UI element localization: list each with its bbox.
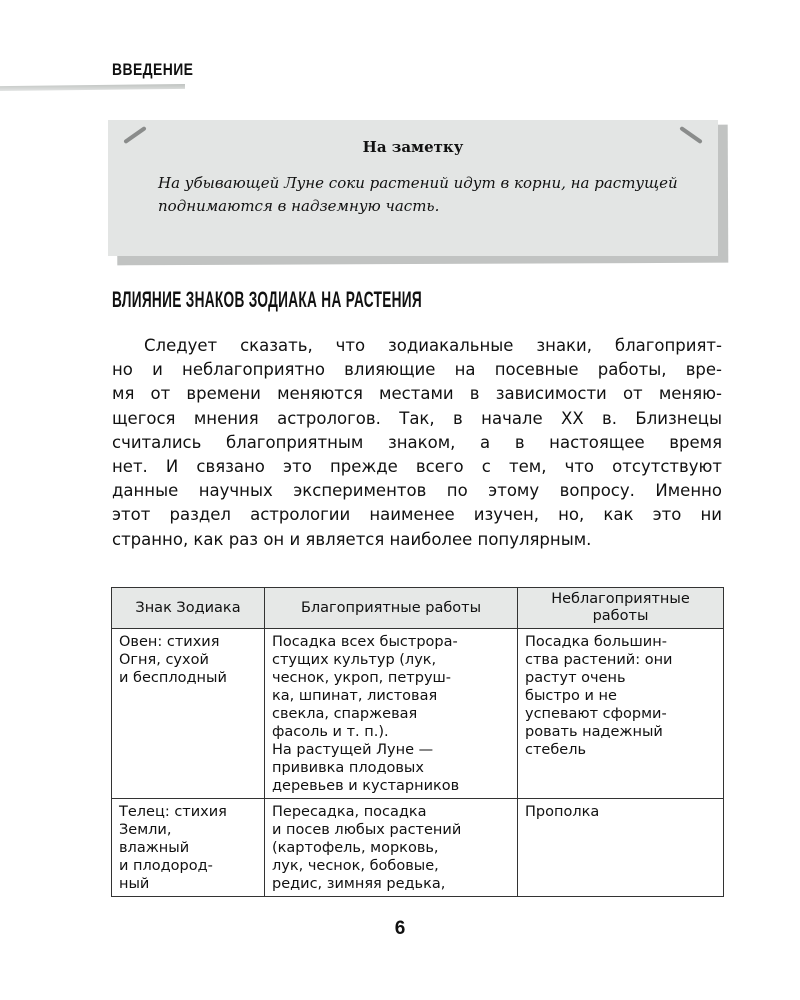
cell-line: Овен: стихия [119, 634, 220, 650]
cell-line: и плодород- [119, 858, 213, 874]
paragraph-line: данные научных экспериментов по этому вопросу. Именно [112, 481, 722, 501]
cell-sign [112, 799, 265, 897]
cell-line: прививка плодовых [272, 760, 424, 776]
column-header-favorable: Благоприятные работы [265, 588, 518, 629]
cell-line: и посев любых растений [272, 822, 462, 838]
cell-line: Земли, [119, 822, 172, 838]
paragraph-line: считались благоприятным знаком, а в настоящее время [112, 432, 722, 452]
cell-line: стущих культур (лук, [272, 652, 437, 668]
running-head: ВВЕДЕНИЕ [112, 60, 194, 79]
paragraph-line: Следует сказать, что зодиакальные знаки, благоприят- [144, 336, 722, 355]
cell-line: стебель [525, 742, 587, 758]
cell-line: влажный [119, 840, 190, 856]
cell-line: свекла, спаржевая [272, 706, 418, 722]
cell-line: ровать надежный [525, 724, 663, 740]
cell-line: Посадка большин- [525, 634, 667, 650]
cell-line: ка, шпинат, листовая [272, 688, 438, 704]
cell-line: лук, чеснок, бобовые, [272, 858, 439, 874]
cell-line: Огня, сухой [119, 652, 209, 668]
cell-line: деревьев и кустарников [272, 778, 460, 794]
body-paragraph [112, 334, 722, 552]
cell-unfavorable [518, 629, 724, 799]
cell-line: и бесплодный [119, 670, 227, 686]
paragraph-line: щегося мнения астрологов. Так, в начале XX в. Близнецы [112, 408, 722, 428]
paragraph-line: этот раздел астрологии наименее изучен, но, как это ни [112, 505, 722, 525]
cell-unfavorable [518, 799, 724, 897]
note-body: На убывающей Луне соки растений идут в корни, на растущей поднимаются в надземную часть. [158, 174, 678, 215]
cell-line: редис, зимняя редька, [272, 876, 446, 892]
cell-line: На растущей Луне — [272, 742, 434, 758]
cell-line: успевают сформи- [525, 706, 667, 722]
note-title: На заметку [362, 138, 464, 156]
cell-line: ный [119, 876, 150, 892]
cell-line: быстро и не [525, 688, 617, 704]
page-number: 6 [394, 918, 406, 939]
cell-line: чеснок, укроп, петруш- [272, 670, 452, 686]
cell-sign [112, 629, 265, 799]
cell-line: растут очень [525, 670, 626, 686]
zodiac-table [111, 587, 724, 897]
cell-line: Прополка [525, 804, 600, 820]
cell-line: ства растений: они [525, 652, 673, 668]
cell-line: Посадка всех быстрора- [272, 634, 458, 650]
cell-line: (картофель, морковь, [272, 840, 439, 856]
paragraph-line: нет. И связано это прежде всего с тем, что отсутствуют [112, 456, 722, 476]
table-header-row [112, 588, 724, 629]
paragraph-line: но и неблагоприятно влияющие на посевные работы, вре- [112, 360, 722, 380]
cell-favorable [265, 629, 518, 799]
section-title: ВЛИЯНИЕ ЗНАКОВ ЗОДИАКА НА РАСТЕНИЯ [112, 287, 423, 312]
running-head-rule [0, 84, 185, 91]
cell-line: фасоль и т. п.). [272, 724, 389, 740]
table-row [112, 629, 724, 799]
paragraph-line: странно, как раз он и является наиболее популярным. [112, 529, 592, 549]
column-header-sign: Знак Зодиака [112, 588, 265, 629]
paragraph-line: мя от времени меняются местами в зависимости от меняю- [112, 384, 722, 404]
cell-line: Телец: стихия [119, 804, 227, 820]
column-header-unfavorable: Неблагоприятные работы [518, 588, 724, 629]
cell-favorable [265, 799, 518, 897]
table-row [112, 799, 724, 897]
note-box [108, 120, 718, 256]
cell-line: Пересадка, посадка [272, 804, 427, 820]
